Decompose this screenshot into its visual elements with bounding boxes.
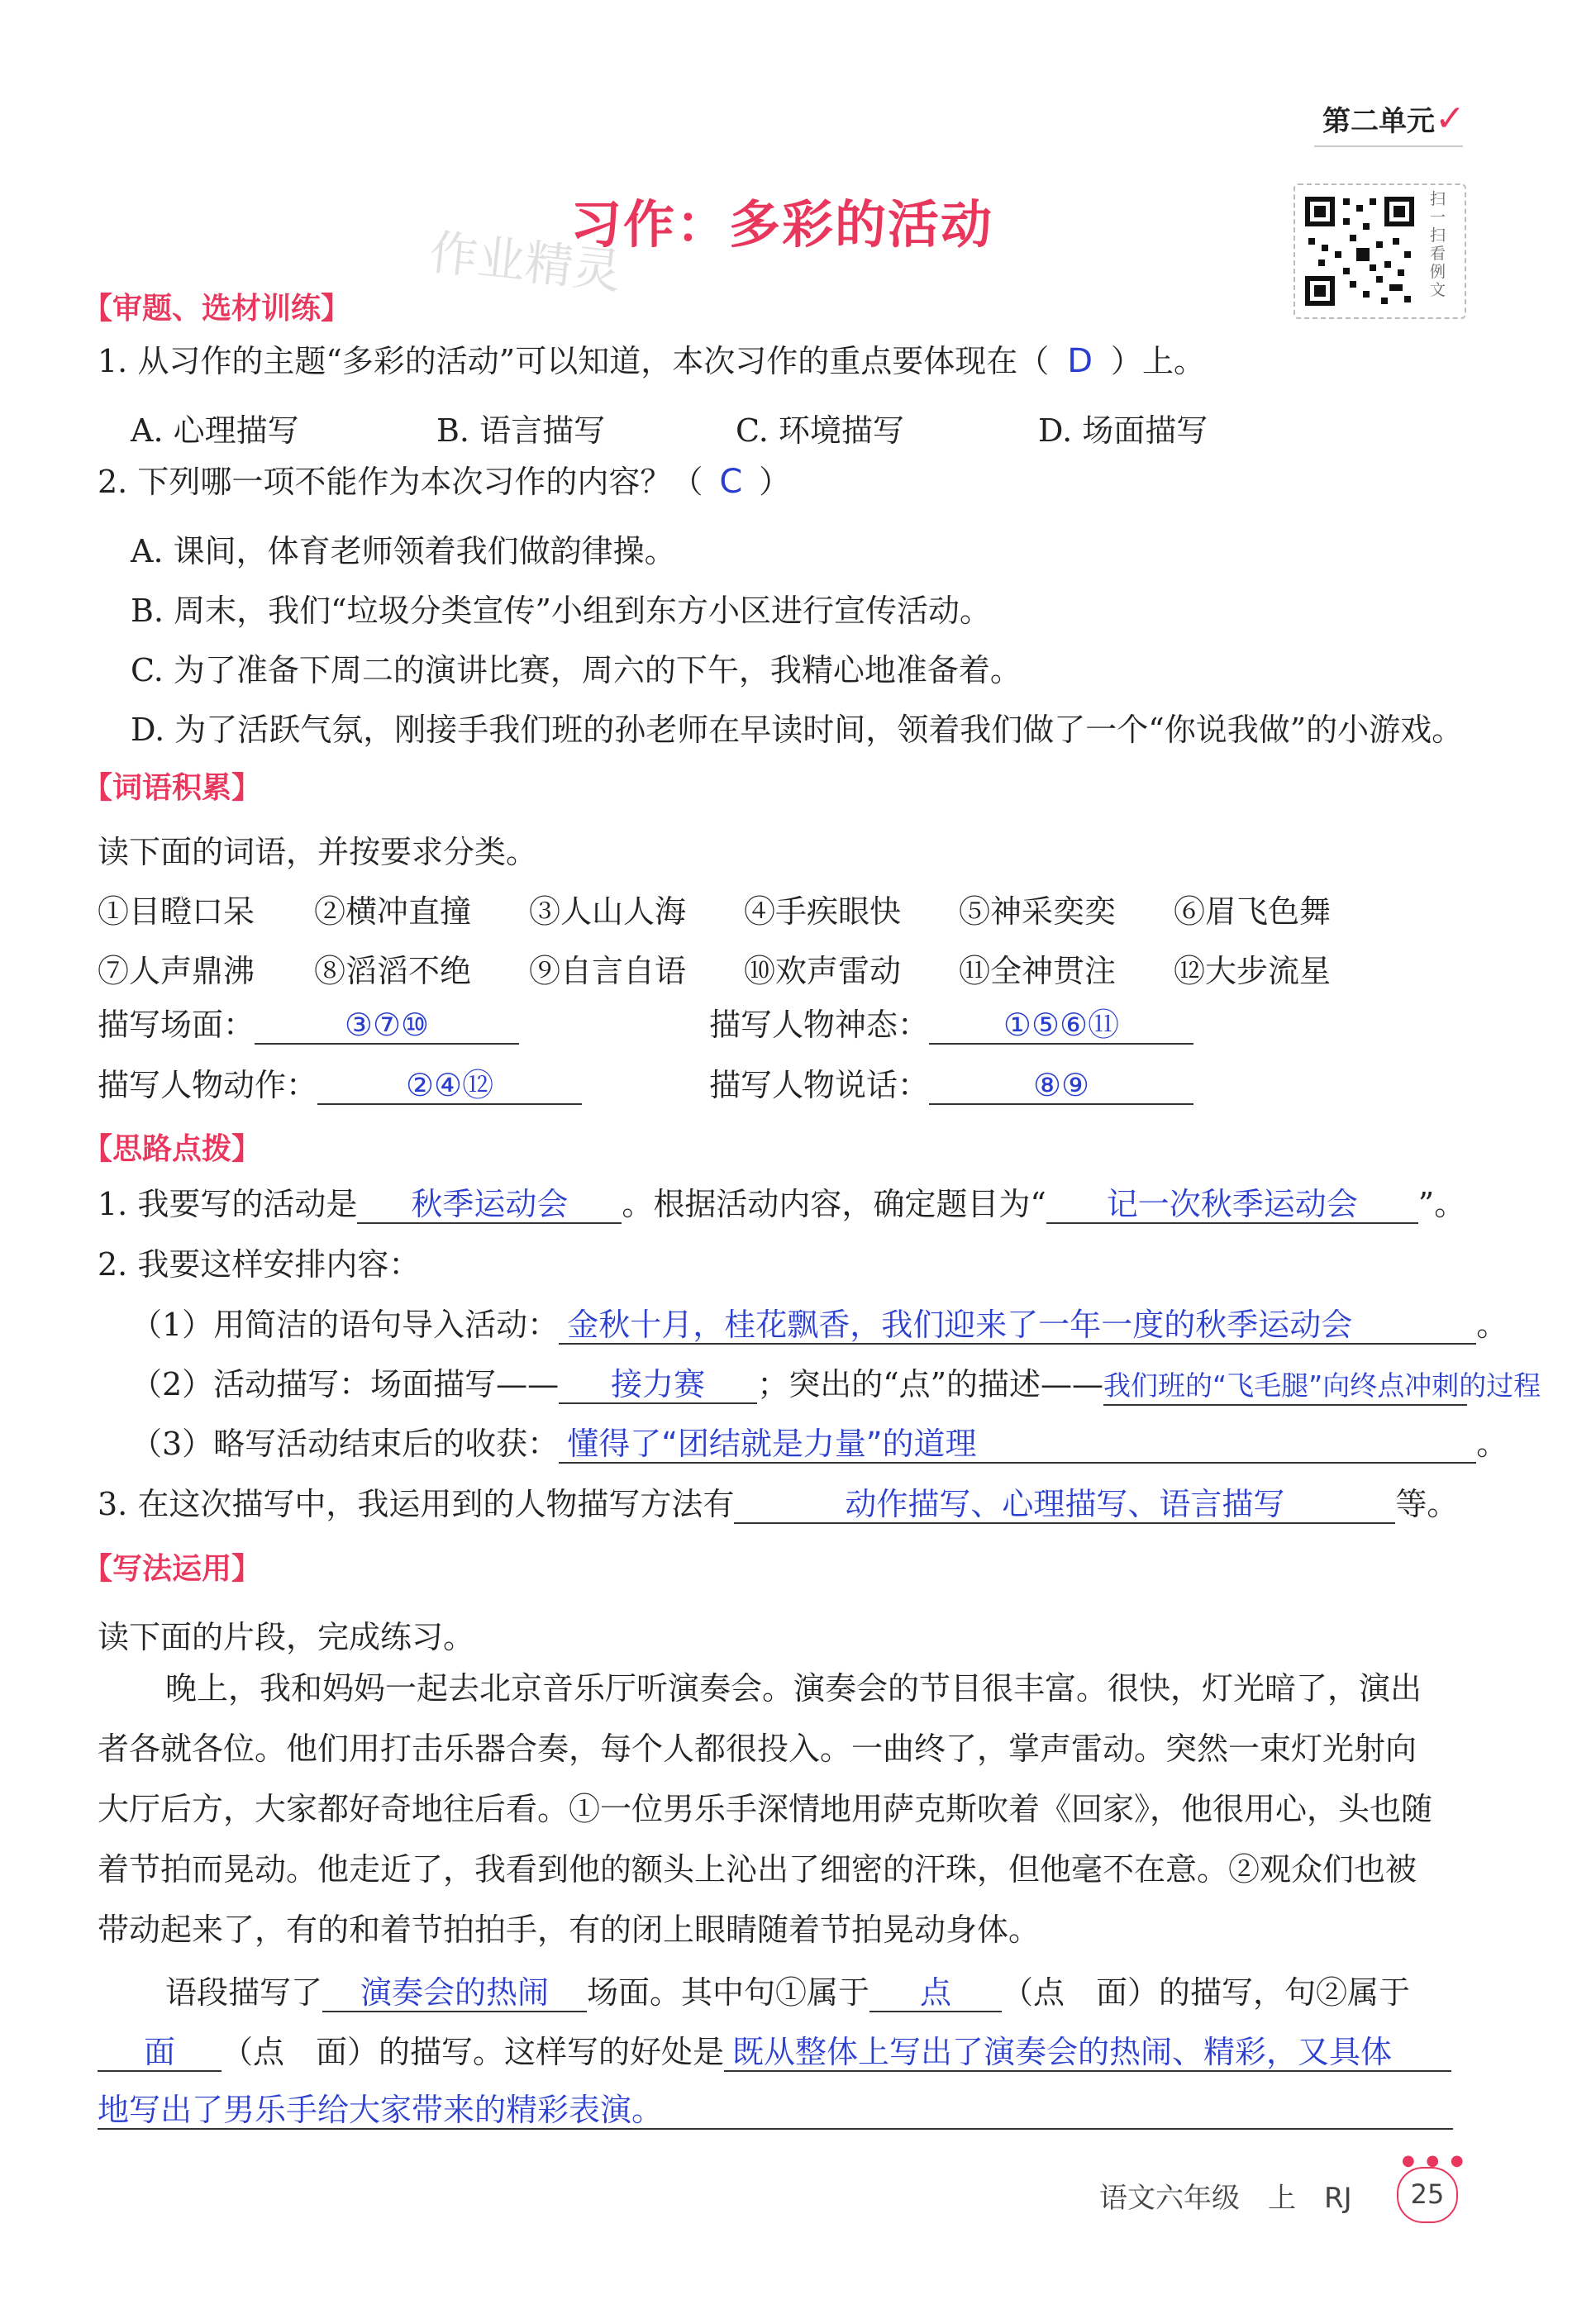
vocab-category-expression: 描写人物神态： ①⑤⑥⑪ bbox=[709, 1004, 1193, 1045]
writing-answer-line-1: 语段描写了 演奏会的热闹 场面。其中句①属于 点 （点 面）的描写，句②属于 bbox=[165, 1974, 1411, 2011]
passage-line: 晚上，我和妈妈一起去北京音乐厅听演奏会。演奏会的节目很丰富。很快，灯光暗了，演出 bbox=[165, 1670, 1422, 1707]
think-line-5: （3）略写活动结束后的收获： 懂得了“团结就是力量”的道理 。 bbox=[131, 1426, 1508, 1462]
passage-line: 大厅后方，大家都好奇地往后看。①一位男乐手深情地用萨克斯吹着《回家》，他很用心，头也随 bbox=[98, 1791, 1433, 1827]
qr-code-box[interactable] bbox=[1293, 183, 1466, 319]
check-icon: ✓ bbox=[1435, 98, 1465, 140]
answer-expression: ①⑤⑥⑪ bbox=[929, 1007, 1193, 1045]
vocab-word: ④手疾眼快 bbox=[744, 893, 902, 930]
vocab-word: ⑪全神贯注 bbox=[959, 953, 1117, 989]
think-line-4: （2）活动描写：场面描写—— 接力赛 ；突出的“点”的描述——我们班的“飞毛腿”向终点冲刺的过程 bbox=[131, 1364, 1467, 1406]
vocab-word: ⑤神采奕奕 bbox=[959, 893, 1117, 930]
answer-speech: ⑧⑨ bbox=[929, 1067, 1193, 1105]
vocab-category-speech: 描写人物说话： ⑧⑨ bbox=[709, 1064, 1193, 1106]
section-title-thinking: 【思路点拨】 bbox=[83, 1132, 262, 1166]
think-line-3: （1）用简洁的语句导入活动： 金秋十月，桂花飘香，我们迎来了一年一度的秋季运动会 。 bbox=[131, 1307, 1508, 1343]
answer-activity: 秋季运动会 bbox=[357, 1186, 622, 1224]
answer-scene-type: 演奏会的热闹 bbox=[322, 1974, 587, 2012]
think-line-6: 3. 在这次描写中，我运用到的人物描写方法有 动作描写、心理描写、语言描写 等。 bbox=[98, 1486, 1459, 1522]
unit-label: 第二单元✓ bbox=[1322, 98, 1465, 140]
answer-action: ②④⑫ bbox=[317, 1067, 582, 1105]
answer-q2: C bbox=[719, 463, 743, 501]
q2-option-c: C. 为了准备下周二的演讲比赛，周六的下午，我精心地准备着。 bbox=[131, 652, 1022, 688]
passage-line: 者各就各位。他们用打击乐器合奏，每个人都很投入。一曲终了，掌声雷动。突然一束灯光射向 bbox=[98, 1731, 1417, 1767]
page-number-badge bbox=[1397, 2167, 1458, 2223]
section-title-writing: 【写法运用】 bbox=[83, 1552, 262, 1586]
question-1: 1. 从习作的主题“多彩的活动”可以知道，本次习作的重点要体现在（ D ）上。 bbox=[98, 342, 1206, 380]
vocab-word: ②横冲直撞 bbox=[314, 893, 472, 930]
q2-option-d: D. 为了活跃气氛，刚接手我们班的孙老师在早读时间，领着我们做了一个“你说我做”的小游戏。 bbox=[131, 712, 1464, 748]
page-title: 习作：多彩的活动 bbox=[570, 194, 994, 255]
think-line-1: 1. 我要写的活动是 秋季运动会 。根据活动内容，确定题目为“ 记一次秋季运动会 ”。 bbox=[98, 1186, 1466, 1222]
vocab-word: ⑩欢声雷动 bbox=[744, 953, 902, 989]
writing-answer-line-3 bbox=[98, 2089, 1453, 2131]
book-label: 语文六年级 上 RJ bbox=[1099, 2182, 1352, 2215]
vocab-word: ⑫大步流星 bbox=[1174, 953, 1332, 989]
qr-code-icon bbox=[1302, 193, 1417, 309]
answer-scene-desc: 接力赛 bbox=[559, 1366, 757, 1404]
q2-option-a: A. 课间，体育老师领着我们做韵律操。 bbox=[131, 533, 676, 569]
answer-point-desc: 我们班的“飞毛腿”向终点冲刺的过程 bbox=[1103, 1368, 1467, 1406]
q1-option-b: B. 语言描写 bbox=[436, 412, 606, 449]
answer-sentence-2: 面 bbox=[98, 2034, 222, 2072]
answer-gain: 懂得了“团结就是力量”的道理 bbox=[559, 1426, 1476, 1464]
writing-intro: 读下面的片段，完成练习。 bbox=[98, 1619, 475, 1655]
q1-option-c: C. 环境描写 bbox=[736, 412, 904, 449]
header-divider bbox=[1314, 145, 1463, 147]
vocab-category-action: 描写人物动作： ②④⑫ bbox=[98, 1064, 582, 1106]
answer-benefit-cont: 地写出了男乐手给大家带来的精彩表演。 bbox=[98, 2092, 1453, 2130]
answer-topic: 记一次秋季运动会 bbox=[1046, 1186, 1418, 1224]
section-title-vocab: 【词语积累】 bbox=[83, 771, 262, 805]
vocab-word: ①目瞪口呆 bbox=[98, 893, 255, 930]
answer-scene: ③⑦⑩ bbox=[255, 1007, 519, 1045]
vocab-word: ⑥眉飞色舞 bbox=[1174, 893, 1332, 930]
section-title-selection: 【审题、选材训练】 bbox=[83, 292, 351, 326]
think-line-2: 2. 我要这样安排内容： bbox=[98, 1246, 421, 1283]
passage-line: 带动起来了，有的和着节拍拍手，有的闭上眼睛随着节拍晃动身体。 bbox=[98, 1912, 1041, 1948]
q1-option-d: D. 场面描写 bbox=[1038, 412, 1208, 449]
vocab-word: ⑧滔滔不绝 bbox=[314, 953, 472, 989]
page-number: 25 bbox=[1410, 2178, 1445, 2210]
answer-benefit: 既从整体上写出了演奏会的热闹、精彩，又具体 bbox=[724, 2034, 1451, 2072]
vocab-word: ⑨自言自语 bbox=[529, 953, 687, 989]
vocab-word: ⑦人声鼎沸 bbox=[98, 953, 255, 989]
passage-line: 着节拍而晃动。他走近了，我看到他的额头上沁出了细密的汗珠，但他毫不在意。②观众们也被 bbox=[98, 1851, 1417, 1888]
qr-caption: 扫一扫 看例文 bbox=[1430, 190, 1446, 299]
q1-option-a: A. 心理描写 bbox=[131, 412, 299, 449]
decor-dots: ● ● ● bbox=[1402, 2152, 1467, 2169]
q2-option-b: B. 周末，我们“垃圾分类宣传”小组到东方小区进行宣传活动。 bbox=[131, 593, 991, 629]
answer-methods: 动作描写、心理描写、语言描写 bbox=[734, 1486, 1395, 1524]
watermark: 作业精灵 bbox=[426, 224, 624, 300]
answer-sentence-1: 点 bbox=[869, 1974, 1002, 2012]
answer-intro: 金秋十月，桂花飘香，我们迎来了一年一度的秋季运动会 bbox=[559, 1307, 1476, 1345]
writing-answer-line-2: 面 （点 面）的描写。这样写的好处是 既从整体上写出了演奏会的热闹、精彩，又具体 bbox=[98, 2031, 1451, 2073]
vocab-word: ③人山人海 bbox=[529, 893, 687, 930]
vocab-category-scene: 描写场面： ③⑦⑩ bbox=[98, 1004, 519, 1045]
answer-q1: D bbox=[1067, 342, 1093, 380]
question-2: 2. 下列哪一项不能作为本次习作的内容？（ C ） bbox=[98, 463, 791, 501]
vocab-intro: 读下面的词语，并按要求分类。 bbox=[98, 834, 538, 870]
